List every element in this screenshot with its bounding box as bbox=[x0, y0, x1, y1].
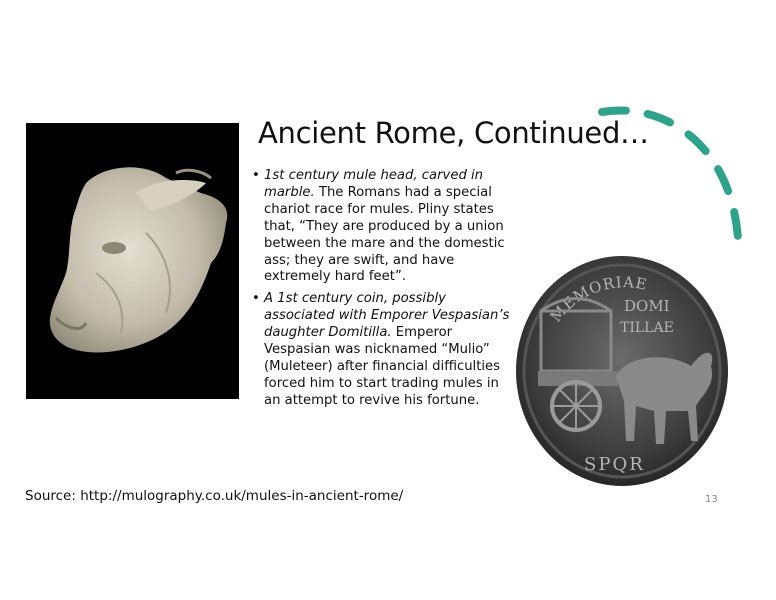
bullet-text: The Romans had a special chariot race for mules. Pliny states that, “They are produced by a union between the mare and the domestic ass; they are swift, and have extremely hard feet”. bbox=[264, 184, 505, 285]
decorative-dashed-arc bbox=[590, 100, 750, 250]
coin-inscription-right-1: DOMI bbox=[624, 297, 670, 315]
page-number: 13 bbox=[705, 494, 718, 505]
bullet-list bbox=[252, 168, 512, 415]
bullet-lead-italic: A 1st century coin, possibly associated with Emporer Vespasian’s daughter Domitilla. bbox=[264, 291, 510, 341]
coin-inscription-bottom: SPQR bbox=[584, 454, 645, 475]
bullet-lead-italic: 1st century mule head, carved in marble. bbox=[264, 168, 484, 200]
slide-title: Ancient Rome, Continued… bbox=[258, 116, 649, 150]
coin-inscription-top: MEMORIAE bbox=[546, 273, 650, 326]
roman-coin-image bbox=[516, 256, 728, 486]
bullet-text: Emperor Vespasian was nicknamed “Mulio” (Muleteer) after financial difficulties forced him to start trading mules in an attempt to revive his fortune. bbox=[264, 325, 501, 408]
mule-head-sculpture-image bbox=[26, 123, 239, 399]
coin-inscription-right-2: TILLAE bbox=[620, 320, 674, 336]
bullet-coin: • A 1st century coin, possibly associated with Emporer Vespasian’s daughter Domitilla. Emperor Vespasian was nicknamed “Mulio” (Muleteer) after financial difficulties forced him to start trading mules in an attempt to revive his fortune. bbox=[252, 291, 510, 408]
source-citation: Source: http://mulography.co.uk/mules-in-ancient-rome/ bbox=[25, 488, 404, 504]
bullet-mule-head: • 1st century mule head, carved in marble. The Romans had a special chariot race for mules. Pliny states that, “They are produced by a union between the mare and the domestic ass; they are swift, and have extremely hard feet”. bbox=[252, 168, 505, 285]
